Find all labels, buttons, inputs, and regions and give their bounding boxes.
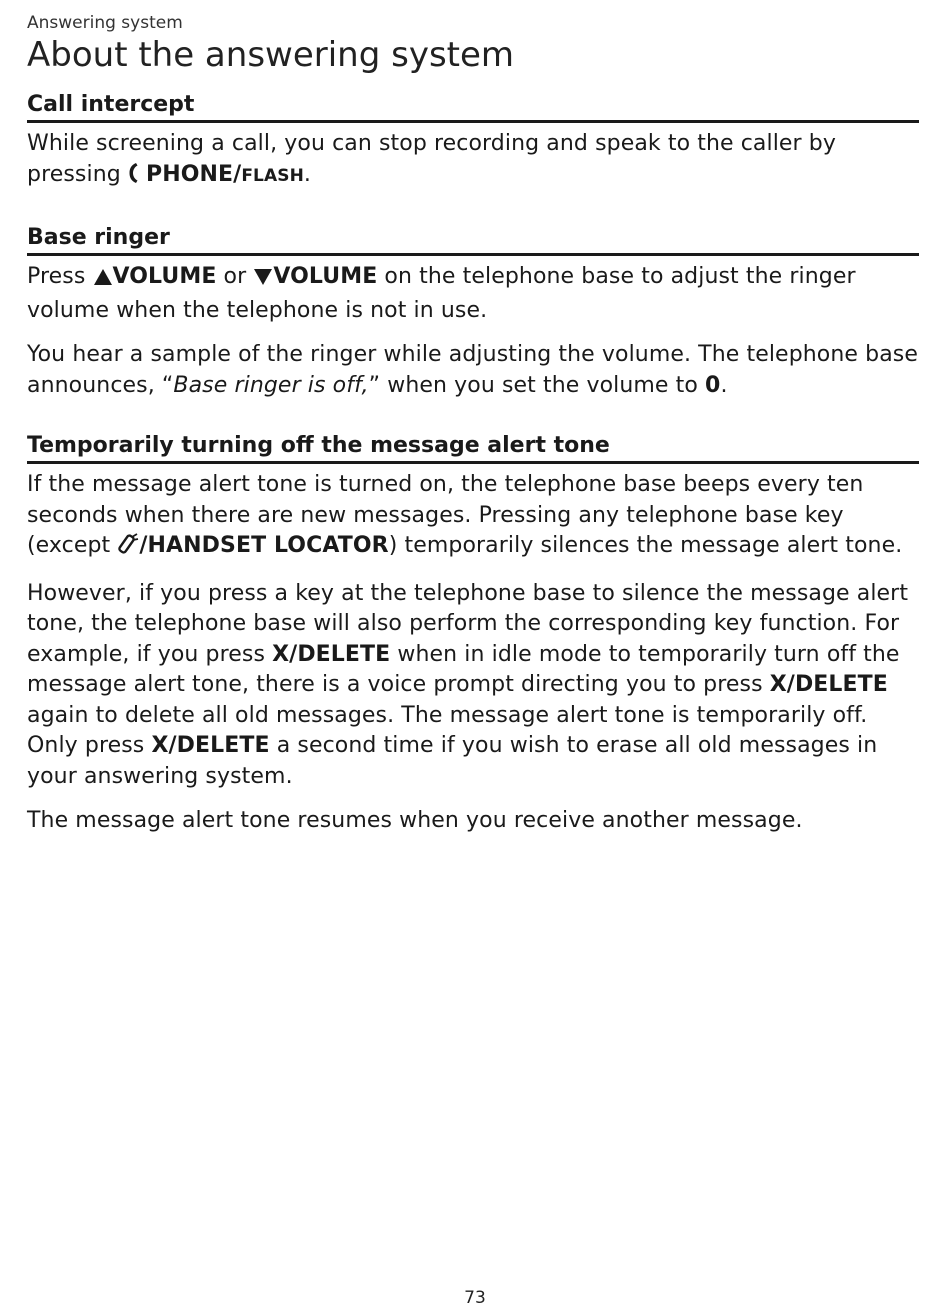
manual-page [27, 12, 919, 837]
section-heading-alert-tone: Temporarily turning off the message alert tone [27, 431, 919, 464]
running-head: Answering system [27, 13, 183, 33]
section-alert-tone [27, 431, 919, 837]
paragraph-call-intercept [27, 129, 919, 193]
section-heading-base-ringer: Base ringer [27, 223, 919, 256]
paragraph-text: ” when you set the volume to [368, 372, 706, 398]
paragraph-base-ringer-1 [27, 262, 919, 326]
voice-announcement: Base ringer is off, [173, 372, 369, 398]
paragraph-text: a second time if you wish to erase all old messages in your answering system. [27, 733, 878, 789]
phone-flash-key [146, 162, 304, 187]
paragraph-text: While screening a call, you can stop recording and speak to the caller by pressing [27, 131, 836, 187]
paragraph-text: Press [27, 264, 93, 289]
paragraph-text: when in idle mode to temporarily turn off the message alert tone, there is a voice prompt directing you to press [27, 641, 900, 697]
volume-value: 0 [705, 372, 721, 398]
paragraph-text: or [216, 264, 254, 289]
volume-up-key: VOLUME [112, 264, 217, 289]
flash-key-label: FLASH [241, 165, 304, 186]
delete-key: X/DELETE [769, 672, 888, 697]
triangle-down-icon [253, 265, 273, 296]
handset-locator-icon [117, 533, 139, 565]
section-heading-call-intercept: Call intercept [27, 90, 919, 123]
paragraph-base-ringer-2 [27, 340, 919, 401]
page-number: 73 [464, 1288, 486, 1308]
section-base-ringer [27, 223, 919, 401]
phone-handset-icon [128, 162, 139, 194]
paragraph-text: If the message alert tone is turned on, the telephone base beeps every ten seconds when there are new messages. Pressing any telephone base key (except [27, 472, 864, 558]
phone-key-label: PHONE/ [146, 161, 242, 187]
triangle-up-icon [93, 265, 113, 296]
paragraph-end: . [303, 161, 311, 187]
handset-locator-key: /HANDSET LOCATOR [139, 533, 389, 558]
page-title: About the answering system [27, 35, 515, 75]
paragraph-text: You hear a sample of the ringer while adjusting the volume. The telephone base announces, “ [27, 342, 918, 398]
paragraph-text: again to delete all old messages. The message alert tone is temporarily off. Only press [27, 702, 868, 758]
paragraph-text: on the telephone base to adjust the ringer volume when the telephone is not in use. [27, 264, 856, 323]
paragraph-text: However, if you press a key at the telephone base to silence the message alert tone, the telephone base will also perform the corresponding key function. For example, if you press [27, 580, 909, 667]
section-call-intercept [27, 90, 919, 193]
paragraph-end: . [720, 372, 728, 398]
paragraph-alert-tone-3: The message alert tone resumes when you receive another message. [27, 808, 803, 833]
volume-down-key: VOLUME [273, 264, 378, 289]
delete-key: X/DELETE [272, 641, 391, 667]
paragraph-alert-tone-1 [27, 470, 919, 565]
delete-key: X/DELETE [151, 733, 270, 758]
paragraph-alert-tone-2 [27, 579, 919, 793]
paragraph-text: ) temporarily silences the message alert tone. [388, 533, 903, 558]
